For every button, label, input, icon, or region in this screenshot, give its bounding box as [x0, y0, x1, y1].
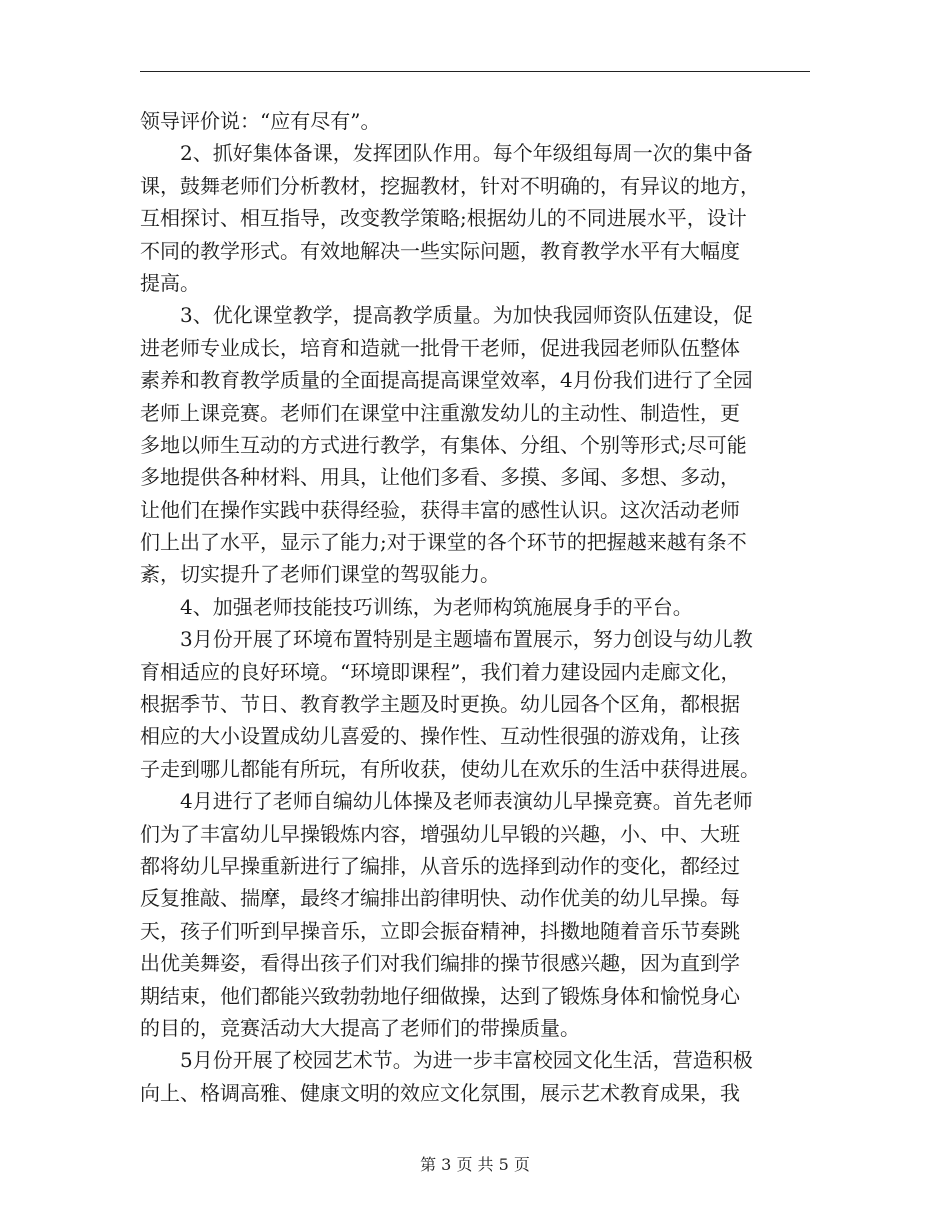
text-line: 向上、格调高雅、健康文明的效应文化氛围，展示艺术教育成果，我 — [140, 1080, 740, 1105]
text-line: 4、加强老师技能技巧训练，为老师构筑施展身手的平台。 — [180, 594, 693, 619]
text-line: 反复推敲、揣摩，最终才编排出韵律明快、动作优美的幼儿早操。每 — [140, 886, 740, 911]
text-line: 相应的大小设置成幼儿喜爱的、操作性、互动性很强的游戏角，让孩 — [140, 724, 740, 749]
text-line: 都将幼儿早操重新进行了编排，从音乐的选择到动作的变化，都经过 — [140, 853, 740, 878]
text-line: 3月份开展了环境布置特别是主题墙布置展示，努力创设与幼儿教 — [180, 627, 753, 652]
text-line: 期结束，他们都能兴致勃勃地仔细做操，达到了锻炼身体和愉悦身心 — [140, 983, 740, 1008]
header-rule — [140, 71, 810, 72]
text-line: 5月份开展了校园艺术节。为进一步丰富校园文化生活，营造积极 — [180, 1048, 753, 1073]
text-line: 老师上课竞赛。老师们在课堂中注重激发幼儿的主动性、制造性，更 — [140, 400, 740, 425]
text-line: 素养和教育教学质量的全面提高提高课堂效率，4月份我们进行了全园 — [140, 368, 753, 393]
text-line: 3、优化课堂教学，提高教学质量。为加快我园师资队伍建设，促 — [180, 303, 753, 328]
text-line: 的目的，竞赛活动大大提高了老师们的带操质量。 — [140, 1015, 580, 1040]
document-body — [140, 105, 812, 1109]
text-line: 互相探讨、相互指导，改变教学策略;根据幼儿的不同进展水平，设计 — [140, 206, 747, 231]
text-line: 们为了丰富幼儿早操锻炼内容，增强幼儿早锻的兴趣，小、中、大班 — [140, 821, 740, 846]
text-line: 子走到哪儿都能有所玩，有所收获，使幼儿在欢乐的生活中获得进展。 — [140, 756, 760, 781]
text-line: 紊，切实提升了老师们课堂的驾驭能力。 — [140, 562, 500, 587]
text-line: 4月进行了老师自编幼儿体操及老师表演幼儿早操竞赛。首先老师 — [180, 789, 753, 814]
page-footer: 第 3 页 共 5 页 — [420, 1155, 530, 1174]
text-line: 多地以师生互动的方式进行教学，有集体、分组、个别等形式;尽可能 — [140, 432, 747, 457]
text-line: 不同的教学形式。有效地解决一些实际问题，教育教学水平有大幅度 — [140, 238, 740, 263]
text-line: 出优美舞姿，看得出孩子们对我们编排的操节很感兴趣，因为直到学 — [140, 951, 740, 976]
text-line: 天，孩子们听到早操音乐，立即会振奋精神，抖擞地随着音乐节奏跳 — [140, 918, 740, 943]
text-line: 育相适应的良好环境。“环境即课程”，我们着力建设园内走廊文化， — [140, 659, 741, 684]
text-line: 2、抓好集体备课，发挥团队作用。每个年级组每周一次的集中备 — [180, 141, 753, 166]
text-line: 提高。 — [140, 270, 200, 295]
text-line: 根据季节、节日、教育教学主题及时更换。幼儿园各个区角，都根据 — [140, 692, 740, 717]
text-line: 让他们在操作实践中获得经验，获得丰富的感性认识。这次活动老师 — [140, 497, 740, 522]
text-line: 进老师专业成长，培育和造就一批骨干老师，促进我园老师队伍整体 — [140, 335, 740, 360]
text-line: 课，鼓舞老师们分析教材，挖掘教材，针对不明确的，有异议的地方， — [140, 173, 760, 198]
text-line: 多地提供各种材料、用具，让他们多看、多摸、多闻、多想、多动， — [140, 465, 740, 490]
text-line: 领导评价说：“应有尽有”。 — [140, 109, 381, 133]
text-line: 们上出了水平，显示了能力;对于课堂的各个环节的把握越来越有条不 — [140, 530, 747, 555]
